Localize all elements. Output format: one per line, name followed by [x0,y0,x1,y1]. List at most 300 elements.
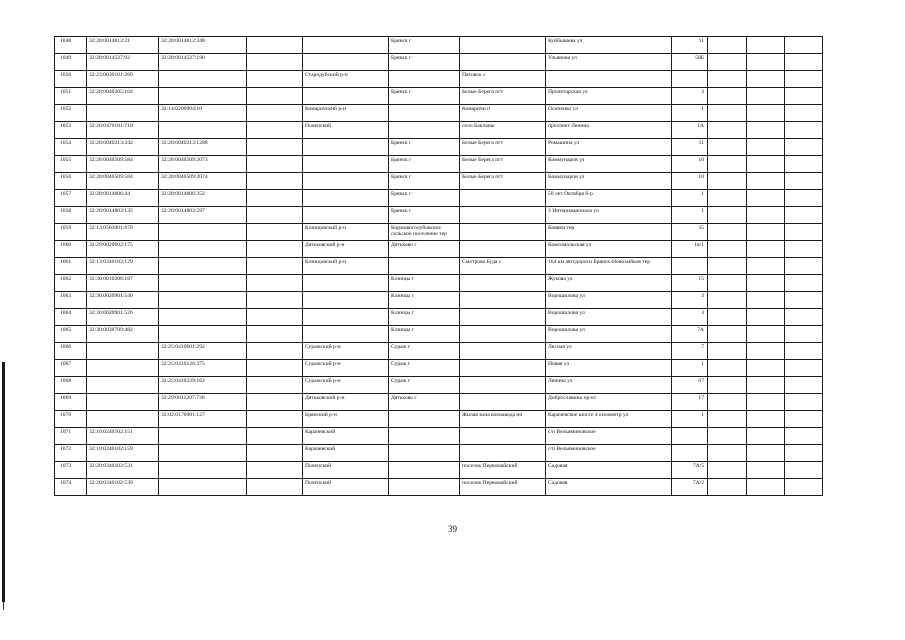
empty-cell [785,343,823,360]
empty-cell [785,445,823,462]
table-row [55,479,823,496]
street-cell: с/п Вельяминовское [546,445,672,462]
empty-cell [247,309,303,326]
empty-cell [785,173,823,190]
settlement-cell [460,309,546,326]
district-cell: Комаричский р-н [303,105,389,122]
empty-cell [708,258,747,275]
cadastral-number-2-cell: 32:28:0014812:348 [159,37,247,54]
table-row [55,173,823,190]
settlement-cell [460,445,546,462]
row-number-cell: 1048 [55,37,87,54]
empty-cell [785,156,823,173]
cadastral-number-cell: 32:20:0340102:531 [87,462,159,479]
empty-cell [747,445,785,462]
cadastral-number-cell: 32:28:0014812:21 [87,37,159,54]
row-number-cell: 1069 [55,394,87,411]
empty-cell [785,88,823,105]
row-number-cell: 1064 [55,309,87,326]
empty-cell [708,343,747,360]
table-row [55,445,823,462]
empty-cell [708,479,747,496]
settlement-cell [460,190,546,207]
row-number-cell: 1073 [55,462,87,479]
empty-cell [247,156,303,173]
cadastral-number-2-cell [159,445,247,462]
house-number-cell [672,71,708,88]
table-row [55,258,823,275]
empty-cell [785,309,823,326]
city-cell: Брянск г [389,190,460,207]
house-number-cell: 7А [672,326,708,343]
settlement-cell [460,207,546,224]
city-cell [389,479,460,496]
district-cell [303,139,389,156]
house-number-cell [672,428,708,445]
settlement-cell: Жилая зона комзавода нп [460,411,546,428]
city-cell: Сураж г [389,343,460,360]
house-number-cell: 15 [672,275,708,292]
cadastral-number-cell: 32:30:0010206:187 [87,275,159,292]
city-cell: Брянск г [389,156,460,173]
empty-cell [247,122,303,139]
empty-cell [747,343,785,360]
district-cell: Суражский р-н [303,377,389,394]
row-number-cell: 1066 [55,343,87,360]
street-cell: Лесная ул [546,343,672,360]
empty-cell [747,377,785,394]
settlement-cell [460,292,546,309]
street-cell: 50 лет Октября б-р [546,190,672,207]
house-number-cell: 11 [672,37,708,54]
empty-cell [747,139,785,156]
street-cell: Доброславина пр-кт [546,394,672,411]
cadastral-number-cell: 32:30:0020709:482 [87,326,159,343]
empty-cell [247,207,303,224]
street-cell: Куйбышева ул [546,37,672,54]
empty-cell [747,88,785,105]
empty-cell [708,105,747,122]
empty-cell [247,479,303,496]
row-number-cell: 1057 [55,190,87,207]
empty-cell [708,309,747,326]
empty-cell [247,173,303,190]
cadastral-number-cell [87,394,159,411]
empty-cell [708,173,747,190]
cadastral-number-2-cell: 32:14:0200904:10 [159,105,247,122]
empty-cell [785,207,823,224]
cadastral-number-cell: 32:28:0014806:44 [87,190,159,207]
empty-cell [708,241,747,258]
street-cell: Садовая [546,479,672,496]
city-cell: Брянск г [389,207,460,224]
street-cell: Ворошилова ул [546,292,672,309]
empty-cell [785,71,823,88]
empty-cell [785,360,823,377]
district-cell: Почепский [303,122,389,139]
settlement-cell [460,326,546,343]
settlement-cell [460,241,546,258]
house-number-cell: 1 [672,360,708,377]
street-cell: 164 км автодороги Брянск-Новозыбков тер [546,258,672,275]
city-cell: Дятьково г [389,241,460,258]
empty-cell [247,54,303,71]
cadastral-number-2-cell [159,88,247,105]
settlement-cell [460,360,546,377]
table-row [55,275,823,292]
empty-cell [708,462,747,479]
city-cell: Брянск г [389,139,460,156]
table-row [55,190,823,207]
district-cell: Почепский [303,462,389,479]
empty-cell [247,37,303,54]
empty-cell [785,224,823,241]
cadastral-number-cell: 32:30:0020901:526 [87,309,159,326]
cadastral-number-cell: 32:20:0470101:718 [87,122,159,139]
empty-cell [785,190,823,207]
house-number-cell: 7А/5 [672,462,708,479]
district-cell: Клинцовский р-н [303,258,389,275]
table-row [55,156,823,173]
city-cell: Брянск г [389,173,460,190]
district-cell [303,173,389,190]
row-number-cell: 1060 [55,241,87,258]
table-row [55,71,823,88]
house-number-cell: 7А/2 [672,479,708,496]
district-cell: Карачевский [303,428,389,445]
table-row [55,428,823,445]
scan-edge-bar [2,362,5,602]
empty-cell [785,105,823,122]
table-row [55,309,823,326]
row-number-cell: 1067 [55,360,87,377]
empty-cell [747,190,785,207]
empty-cell [747,428,785,445]
empty-cell [785,411,823,428]
empty-cell [708,139,747,156]
district-cell [303,292,389,309]
table-row [55,394,823,411]
district-cell [303,54,389,71]
row-number-cell: 1051 [55,88,87,105]
cadastral-number-2-cell [159,326,247,343]
empty-cell [747,207,785,224]
empty-cell [785,326,823,343]
empty-cell [708,37,747,54]
settlement-cell: Белые Берега пгт [460,139,546,156]
city-cell [389,71,460,88]
empty-cell [708,156,747,173]
settlement-cell: поселок Первомайский [460,479,546,496]
row-number-cell: 1055 [55,156,87,173]
district-cell [303,156,389,173]
cadastral-number-2-cell: 32:02:0176901:127 [159,411,247,428]
cadastral-number-cell: 32:13:0340102:129 [87,258,159,275]
city-cell [389,462,460,479]
city-cell: Сураж г [389,377,460,394]
empty-cell [747,292,785,309]
empty-cell [747,360,785,377]
empty-cell [785,479,823,496]
house-number-cell: 10 [672,173,708,190]
table-row [55,411,823,428]
settlement-cell: Белые Берега пгт [460,173,546,190]
city-cell: Сураж г [389,360,460,377]
cadastral-number-2-cell: 32:28:0014527:190 [159,54,247,71]
empty-cell [247,190,303,207]
district-cell [303,275,389,292]
empty-cell [708,292,747,309]
empty-cell [247,462,303,479]
street-cell: Ворошилова ул [546,326,672,343]
row-number-cell: 1054 [55,139,87,156]
district-cell: Карачевский [303,445,389,462]
cadastral-number-2-cell [159,292,247,309]
row-number-cell: 1072 [55,445,87,462]
page-number: 39 [448,524,457,534]
empty-cell [247,71,303,88]
empty-cell [247,275,303,292]
street-cell: Пролетарская ул [546,88,672,105]
cadastral-number-cell: 32:28:0040509:584 [87,156,159,173]
district-cell: Клинцовский р-н [303,224,389,241]
house-number-cell: 3 [672,88,708,105]
cadastral-number-cell [87,377,159,394]
cadastral-number-cell: 32:28:0040205:164 [87,88,159,105]
empty-cell [247,224,303,241]
cadastral-number-2-cell: 32:28:0014803:597 [159,207,247,224]
house-number-cell: 3 [672,309,708,326]
row-number-cell: 1049 [55,54,87,71]
settlement-cell [460,224,546,241]
empty-cell [785,139,823,156]
street-cell: Карачевское шоссе 4 километр ул [546,411,672,428]
settlement-cell: Белые Берега пгт [460,156,546,173]
empty-cell [247,343,303,360]
empty-cell [247,241,303,258]
cadastral-number-cell: 32:10:0240102:151 [87,428,159,445]
settlement-cell [460,343,546,360]
city-cell [389,428,460,445]
cadastral-number-2-cell [159,309,247,326]
empty-cell [247,139,303,156]
settlement-cell [460,428,546,445]
empty-cell [247,377,303,394]
street-cell: Ворошилова ул [546,309,672,326]
cadastral-number-2-cell: 32:25:0410126:375 [159,360,247,377]
district-cell [303,326,389,343]
row-number-cell: 1063 [55,292,87,309]
table-row [55,54,823,71]
row-number-cell: 1070 [55,411,87,428]
street-cell: Новая ул [546,360,672,377]
house-number-cell: 58Б [672,54,708,71]
settlement-cell [460,275,546,292]
table-row [55,462,823,479]
house-number-cell [672,258,708,275]
empty-cell [708,411,747,428]
district-cell: Дятьковский р-н [303,394,389,411]
row-number-cell: 1065 [55,326,87,343]
empty-cell [747,156,785,173]
table-row [55,292,823,309]
cadastral-number-cell: 32:29:0020602:175 [87,241,159,258]
empty-cell [708,428,747,445]
district-cell [303,309,389,326]
cadastral-number-2-cell: 32:28:0040213:1288 [159,139,247,156]
empty-cell [785,275,823,292]
empty-cell [747,275,785,292]
cadastral-number-cell [87,343,159,360]
empty-cell [247,258,303,275]
cadastral-number-cell [87,105,159,122]
empty-cell [785,37,823,54]
row-number-cell: 1059 [55,224,87,241]
house-number-cell: 1в/1 [672,241,708,258]
city-cell: Клинцы г [389,309,460,326]
empty-cell [785,292,823,309]
cadastral-number-2-cell: 32:28:0040509:2074 [159,173,247,190]
empty-cell [747,462,785,479]
street-cell: Коммунаров ул [546,156,672,173]
empty-cell [708,224,747,241]
settlement-cell: Белые Берега пгт [460,88,546,105]
house-number-cell: 1 [672,411,708,428]
row-number-cell: 1062 [55,275,87,292]
table-row [55,88,823,105]
empty-cell [747,173,785,190]
district-cell: Суражский р-н [303,360,389,377]
district-cell: Стародубский р-н [303,71,389,88]
house-number-cell: 11 [672,139,708,156]
empty-cell [747,479,785,496]
house-number-cell: 17 [672,394,708,411]
row-number-cell: 1074 [55,479,87,496]
cadastral-number-2-cell: 32:29:0011207:736 [159,394,247,411]
settlement-cell [460,37,546,54]
empty-cell [747,105,785,122]
district-cell: Почепский [303,479,389,496]
table-row [55,37,823,54]
cadastral-number-2-cell: 32:28:0040509:2073 [159,156,247,173]
cadastral-number-2-cell: 32:25:0410229:162 [159,377,247,394]
cadastral-number-2-cell [159,258,247,275]
house-number-cell [672,445,708,462]
empty-cell [785,54,823,71]
empty-cell [785,462,823,479]
empty-cell [708,326,747,343]
cadastral-number-cell: 32:28:0014803:135 [87,207,159,224]
cadastral-number-cell: 32:28:0014527:92 [87,54,159,71]
city-cell: Брянск г [389,88,460,105]
empty-cell [747,122,785,139]
row-number-cell: 1058 [55,207,87,224]
settlement-cell: поселок Первомайский [460,462,546,479]
empty-cell [747,309,785,326]
city-cell [389,105,460,122]
city-cell [389,122,460,139]
table-row [55,224,823,241]
cadastral-number-cell: 32:13:0503001:670 [87,224,159,241]
house-number-cell: 1 [672,207,708,224]
settlement-cell: Пятовск с [460,71,546,88]
row-number-cell: 1056 [55,173,87,190]
cadastral-number-2-cell [159,241,247,258]
cadastral-number-2-cell [159,122,247,139]
empty-cell [785,258,823,275]
city-cell: Дятьково г [389,394,460,411]
empty-cell [747,37,785,54]
table-row [55,122,823,139]
street-cell: Осипенко ул [546,105,672,122]
empty-cell [708,445,747,462]
house-number-cell: 10 [672,156,708,173]
empty-cell [247,105,303,122]
empty-cell [747,326,785,343]
empty-cell [247,411,303,428]
cadastral-number-cell: 32:30:0020901:540 [87,292,159,309]
district-cell: Суражский р-н [303,343,389,360]
row-number-cell: 1053 [55,122,87,139]
house-number-cell: 7 [672,343,708,360]
table-row [55,241,823,258]
settlement-cell: Комаричи п [460,105,546,122]
house-number-cell: 1 [672,190,708,207]
empty-cell [247,394,303,411]
house-number-cell: 35 [672,224,708,241]
table-row [55,139,823,156]
empty-cell [785,122,823,139]
district-cell [303,37,389,54]
district-cell [303,190,389,207]
empty-cell [747,258,785,275]
settlement-cell [460,394,546,411]
table-row [55,105,823,122]
empty-cell [708,88,747,105]
cadastral-number-cell: 32:28:0040509:584 [87,173,159,190]
empty-cell [247,326,303,343]
settlement-cell: Смотрова Буда с [460,258,546,275]
cadastral-number-cell: 32:20:0340102:539 [87,479,159,496]
empty-cell [708,71,747,88]
settlement-cell [460,54,546,71]
street-cell: Комсомольская ул [546,241,672,258]
empty-cell [708,360,747,377]
street-cell: Садовая [546,462,672,479]
empty-cell [747,54,785,71]
empty-cell [785,241,823,258]
city-cell: Клинцы г [389,292,460,309]
settlement-cell [460,377,546,394]
cadastral-number-2-cell [159,479,247,496]
empty-cell [785,394,823,411]
house-number-cell: 3 [672,292,708,309]
empty-cell [708,54,747,71]
cadastral-number-cell [87,360,159,377]
empty-cell [785,377,823,394]
street-cell: Коммунаров ул [546,173,672,190]
table-row [55,343,823,360]
cadastral-number-2-cell [159,71,247,88]
empty-cell [747,394,785,411]
street-cell: проспект Ленина [546,122,672,139]
city-cell: Коржовоголубовское сельское поселение тер [389,224,460,241]
registry-table [54,36,823,496]
empty-cell [747,241,785,258]
street-cell: Ульянова ул [546,54,672,71]
empty-cell [708,377,747,394]
street-cell: Ленина ул [546,377,672,394]
